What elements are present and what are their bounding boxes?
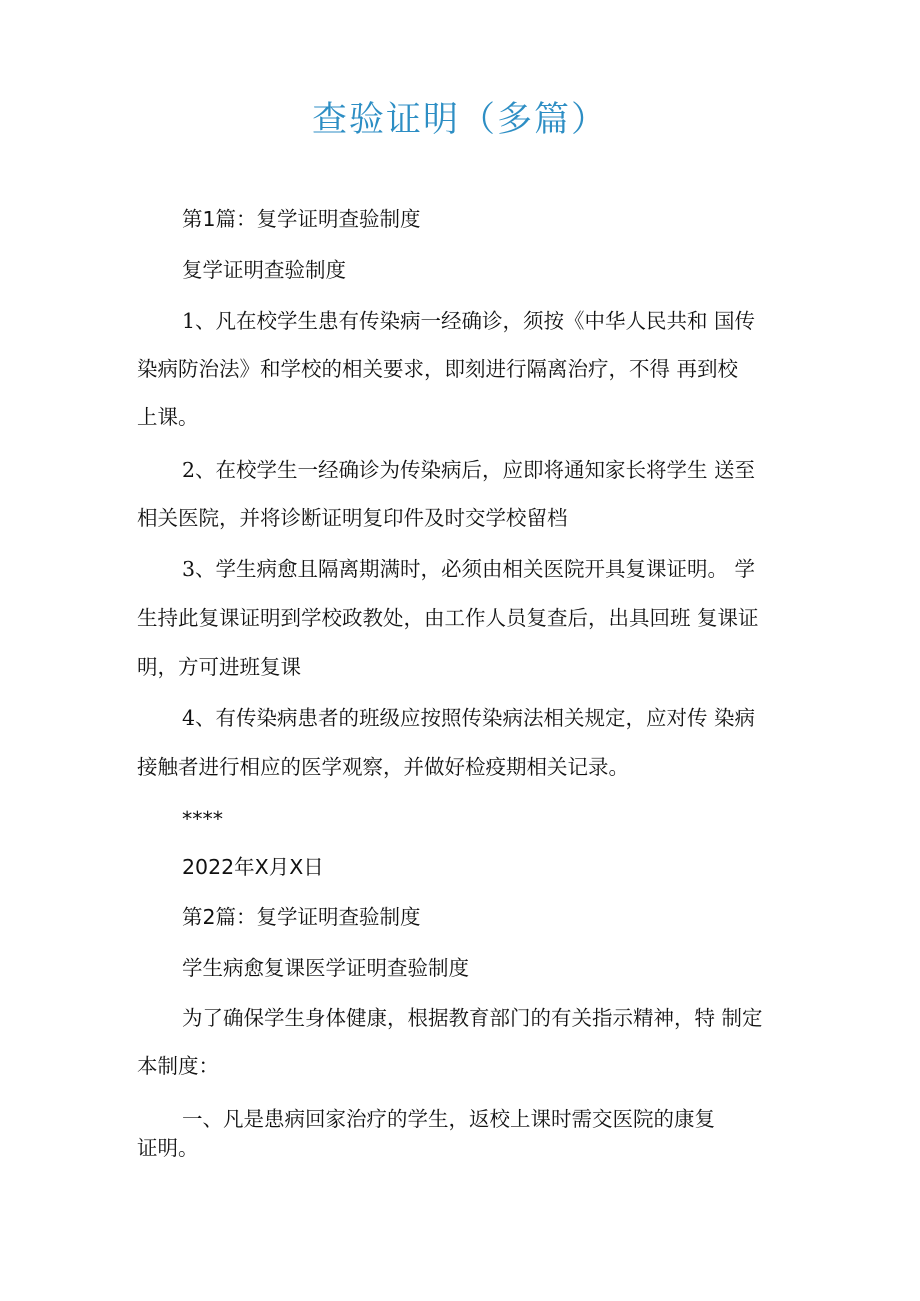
paragraph-3-line-2: 生持此复课证明到学校政教处，由工作人员复查后，出具回班 复课证 [137, 606, 759, 630]
signature-placeholder: **** [182, 807, 223, 831]
paragraph-2-line-1: 2、在校学生一经确诊为传染病后，应即将通知家长将学生 送至 [182, 458, 756, 482]
paragraph-4-line-1: 4、有传染病患者的班级应按照传染病法相关规定，应对传 染病 [182, 706, 756, 730]
paragraph-6-line-2: 证明。 [137, 1136, 199, 1160]
paragraph-4-line-2: 接触者进行相应的医学观察，并做好检疫期相关记录。 [137, 755, 629, 779]
paragraph-1-line-1: 1、凡在校学生患有传染病一经确诊，须按《中华人民共和 国传 [182, 309, 756, 333]
paragraph-1-line-2: 染病防治法》和学校的相关要求，即刻进行隔离治疗，不得 再到校 [137, 357, 739, 381]
document-date: 2022年X月X日 [182, 855, 324, 879]
paragraph-1-line-3: 上课。 [137, 405, 199, 429]
section-2-heading: 第2篇：复学证明查验制度 [182, 905, 421, 929]
paragraph-3-line-3: 明，方可进班复课 [137, 655, 301, 679]
paragraph-2-line-2: 相关医院，并将诊断证明复印件及时交学校留档 [137, 506, 568, 530]
section-2-subtitle: 学生病愈复课医学证明查验制度 [182, 956, 469, 980]
section-1-subtitle: 复学证明查验制度 [182, 258, 346, 282]
section-1-heading: 第1篇：复学证明查验制度 [182, 207, 421, 231]
paragraph-5-line-2: 本制度： [137, 1054, 219, 1078]
paragraph-3-line-1: 3、学生病愈且隔离期满时，必须由相关医院开具复课证明。 学 [182, 557, 756, 581]
document-title: 查验证明（多篇） [311, 100, 608, 140]
paragraph-5-line-1: 为了确保学生身体健康，根据教育部门的有关指示精神，特 制定 [182, 1006, 763, 1030]
paragraph-6-line-1: 一、凡是患病回家治疗的学生，返校上课时需交医院的康复 [182, 1107, 715, 1131]
